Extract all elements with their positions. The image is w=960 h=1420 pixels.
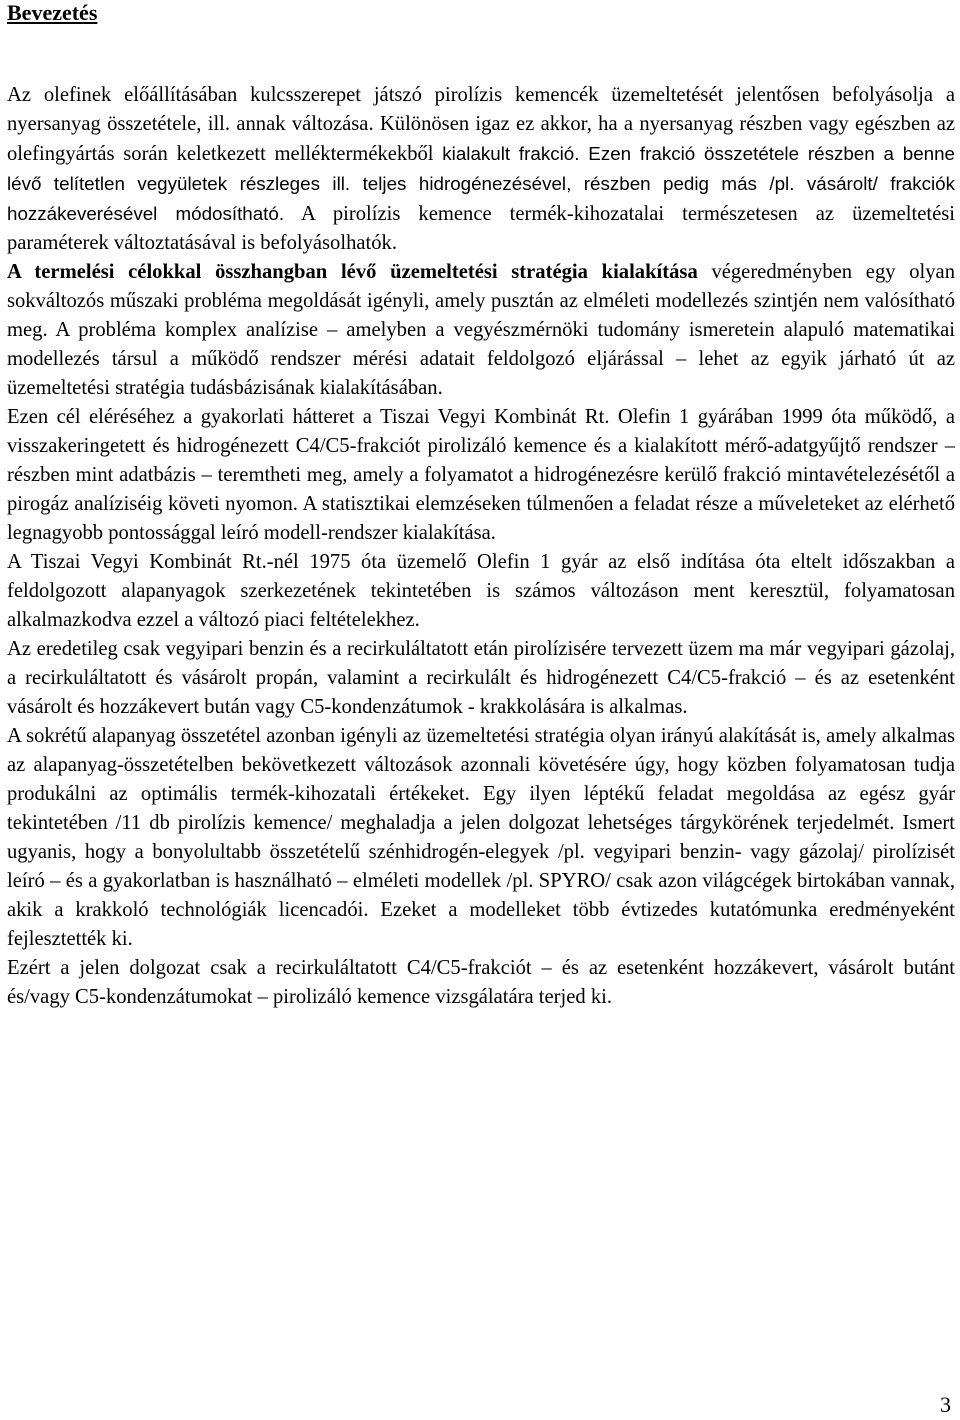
- page-number: 3: [940, 1392, 951, 1417]
- paragraph-6: A sokrétű alapanyag összetétel azonban igényli az üzemeltetési stratégia olyan irányú alakítását is, amely alkalmas az alapanyag-összetételben bekövetkezett változások azonnali követésére úgy, hogy közben folyamatosan tudja produkálni az optimális termék-kihozatali értékeket. Egy ilyen léptékű feladat megoldása az egész gyár tekintetében /11 db pirolízis kemence/ meghaladja a jelen dolgozat lehetséges tárgykörének terjedelmét. Ismert ugyanis, hogy a bonyolultabb összetételű szénhidrogén-elegyek /pl. vegyipari benzin- vagy gázolaj/ pirolízisét leíró – és a gyakorlatban is használható – elméleti modellek /pl. SPYRO/ csak azon világcégek birtokában vannak, akik a krakkoló technológiák licencadói. Ezeket a modelleket több évtizedes kutatómunka eredményeként fejlesztették ki.: [7, 725, 955, 950]
- body-text: [7, 81, 955, 1012]
- paragraph-2: [7, 258, 955, 403]
- paragraph-2-bold: A termelési célokkal összhangban lévő üzemeltetési stratégia kialakítása: [7, 261, 698, 283]
- paragraph-5: Az eredetileg csak vegyipari benzin és a recirkuláltatott etán pirolízisére tervezett üzem ma már vegyipari gázolaj, a recirkuláltatott és vásárolt propán, valamint a recirkulált és hidrogénezett C4/C5-frakció – és az esetenként vásárolt és hozzákevert bután vagy C5-kondenzátumok - krakkolására is alkalmas.: [7, 638, 955, 718]
- paragraph-2-text: végeredményben egy olyan sokváltozós műszaki probléma megoldását igényli, amely pusztán az elméleti modellezés szintjén nem valósítható meg. A probléma komplex analízise – amelyben a vegyészmérnöki tudomány ismeretein alapuló matematikai modellezés társul a működő rendszer mérési adatait feldolgozó eljárással – lehet az egyik járható út az üzemeltetési stratégia tudásbázisának kialakításában.: [7, 261, 955, 399]
- paragraph-1-tail: A pirolízis kemence termék-kihozatalai természetesen az üzemeltetési paraméterek változtatásával is befolyásolhatók.: [7, 203, 955, 254]
- section-heading: Bevezetés: [7, 0, 98, 25]
- paragraph-1: [7, 81, 955, 258]
- paragraph-3: Ezen cél eléréséhez a gyakorlati hátteret a Tiszai Vegyi Kombinát Rt. Olefin 1 gyárában 1999 óta működő, a visszakeringetett és hidrogénezett C4/C5-frakciót pirolizáló kemence és a kialakított mérő-adatgyűjtő rendszer – részben mint adatbázis – teremtheti meg, amely a folyamatot a hidrogénezésre kerülő frakció mintavételezésétől a pirogáz analíziséig követi nyomon. A statisztikai elemzéseken túlmenően a feladat része a műveleteket az elérhető legnagyobb pontossággal leíró modell-rendszer kialakítása.: [7, 406, 955, 544]
- paragraph-1-sans: kialakult frakció. Ezen frakció összetétele részben a benne lévő telítetlen vegyületek részleges ill. teljes hidrogénezésével, részben pedig más /pl. vásárolt/ frakciók hozzákeverésével módosítható.: [7, 143, 955, 224]
- paragraph-7: Ezért a jelen dolgozat csak a recirkuláltatott C4/C5-frakciót – és az esetenként hozzákevert, vásárolt butánt és/vagy C5-kondenzátumokat – pirolizáló kemence vizsgálatára terjed ki.: [7, 957, 955, 1008]
- paragraph-1-serif: Az olefinek előállításában kulcsszerepet játszó pirolízis kemencék üzemeltetését jelentősen befolyásolja a nyersanyag összetétele, ill. annak változása. Különösen igaz ez akkor, ha a nyersanyag részben vagy egészben az olefingyártás során keletkezett melléktermékekből: [7, 84, 955, 165]
- paragraph-4: A Tiszai Vegyi Kombinát Rt.-nél 1975 óta üzemelő Olefin 1 gyár az első indítása óta eltelt időszakban a feldolgozott alapanyagok szerkezetének tekintetében is számos változáson ment keresztül, folyamatosan alkalmazkodva ezzel a változó piaci feltételekhez.: [7, 551, 955, 631]
